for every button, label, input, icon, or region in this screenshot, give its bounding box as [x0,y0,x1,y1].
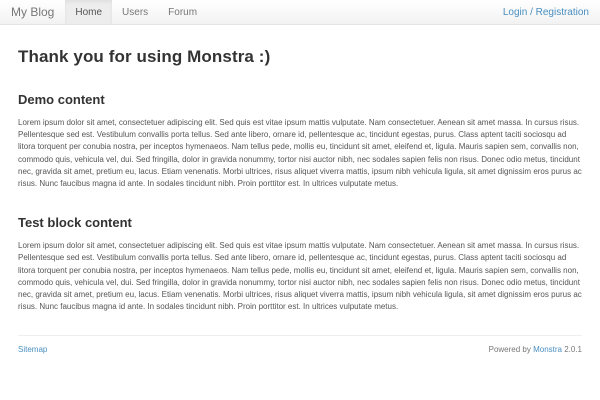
section-heading-demo-content: Demo content [18,92,105,107]
site-brand[interactable]: My Blog [11,5,55,19]
nav-item-users[interactable]: Users [122,6,149,18]
page-footer [18,335,582,354]
monstra-link[interactable]: Monstra [533,345,562,355]
sitemap-link[interactable]: Sitemap [18,345,48,355]
nav-item-home[interactable]: Home [65,0,112,24]
section-paragraph-demo-content: Lorem ipsum dolor sit amet, consectetuer adipiscing elit. Sed quis est vitae ipsum mattis vulputate. Nam consectetuer. Aenean sit amet massa. In cursus risus. Pellentesque sed est. Vestibulum convallis porta tellus. Sed ante libero, ornare id, pellentesque ac, tincidunt egestas, purus. Class aptent taciti sociosqu ad litora torquent per conubia nostra, per inceptos hymenaeos. Nam tellus pede, mollis eu, tincidunt sit amet, eleifend et, ligula. Mauris sapien sem, convallis non, commodo quis, vehicula vel, dui. Sed fringilla, dolor in gravida nonummy, tortor nisi auctor nibh, nec sodales sapien felis non risus. Donec odio metus, tincidunt nec, gravida sit amet, pretium eu, lacus. Etiam venenatis. Morbi ultrices, risus aliquet viverra mattis, ipsum nibh vehicula ligula, sit amet dignissim eros purus ac risus. Nunc faucibus magna id ante. In sodales tincidunt nibh. Proin porttitor est. In ultrices vulputate metus. [18,118,582,189]
main-content [0,47,600,313]
nav-account-area [492,0,600,24]
login-registration-link[interactable]: Login / Registration [502,6,589,18]
monstra-version: 2.0.1 [561,345,582,355]
section-paragraph-test-block-content: Lorem ipsum dolor sit amet, consectetuer adipiscing elit. Sed quis est vitae ipsum mattis vulputate. Nam consectetuer. Aenean sit amet massa. In cursus risus. Pellentesque sed est. Vestibulum convallis porta tellus. Sed ante libero, ornare id, pellentesque ac, tincidunt egestas, purus. Class aptent taciti sociosqu ad litora torquent per conubia nostra, per inceptos hymenaeos. Nam tellus pede, mollis eu, tincidunt sit amet, eleifend et, ligula. Mauris sapien sem, convallis non, commodo quis, vehicula vel, dui. Sed fringilla, dolor in gravida nonummy, tortor nisi auctor nibh, nec sodales sapien felis non risus. Donec odio metus, tincidunt nec, gravida sit amet, pretium eu, lacus. Etiam venenatis. Morbi ultrices, risus aliquet viverra mattis, ipsum nibh vehicula ligula, sit amet dignissim eros purus ac risus. Nunc faucibus magna id ante. In sodales tincidunt nibh. Proin porttitor est. In ultrices vulputate metus. [18,241,582,312]
powered-by-prefix: Powered by [488,345,534,355]
top-navbar [0,0,600,25]
page-title: Thank you for using Monstra :) [18,47,271,66]
section-heading-test-block-content: Test block content [18,215,132,231]
nav-menu [65,0,207,24]
powered-by-text [489,345,582,354]
nav-item-forum[interactable]: Forum [168,6,198,18]
